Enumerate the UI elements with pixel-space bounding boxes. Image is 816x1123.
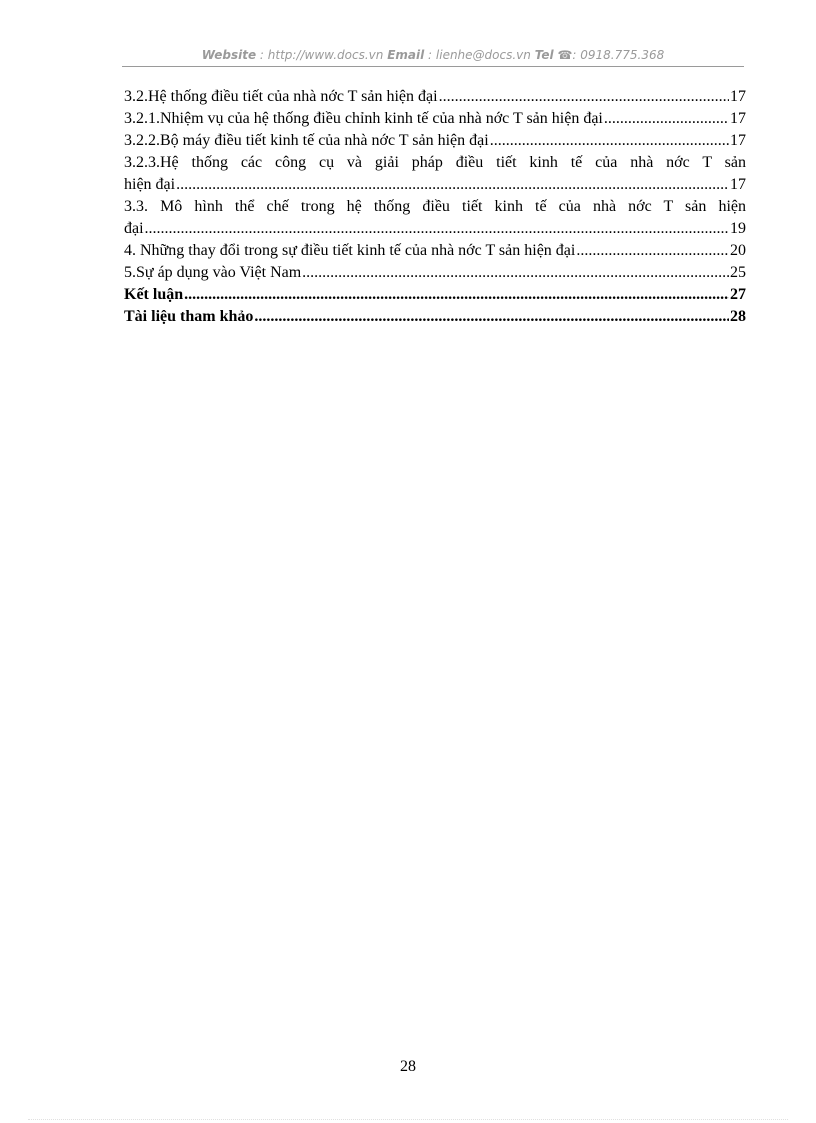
toc-entry: [124, 86, 746, 108]
toc-entry-page: 25: [730, 264, 746, 281]
website-label: Website: [201, 48, 257, 62]
toc-leader: [604, 108, 729, 130]
toc-entry-title-line2: đại: [124, 220, 144, 237]
toc-leader: [184, 284, 729, 306]
toc-entry-page: 28: [730, 308, 746, 325]
toc-entry-line2: [124, 218, 746, 240]
toc-leader: [576, 240, 729, 262]
toc-entry-page: 17: [730, 132, 746, 149]
toc-entry-title: Tài liệu tham khảo: [124, 308, 254, 325]
table-of-contents: [124, 86, 746, 328]
toc-leader: [145, 218, 729, 240]
tel-number: : 0918.775.368: [572, 48, 665, 62]
toc-entry-title: 4. Những thay đổi trong sự điều tiết kinh tế của nhà nớc T sản hiện đại: [124, 242, 576, 259]
toc-entry-page: 20: [730, 242, 746, 259]
toc-entry-page: 19: [730, 220, 746, 237]
toc-entry-title: 3.2.Hệ thống điều tiết của nhà nớc T sản hiện đại: [124, 88, 438, 105]
toc-entry-multiline: [124, 196, 746, 240]
toc-leader: [490, 130, 729, 152]
toc-leader: [302, 262, 729, 284]
toc-entry-page: 27: [730, 286, 746, 303]
toc-entry-title-line2: hiện đại: [124, 176, 176, 193]
page-bottom-divider: [28, 1119, 788, 1120]
header-divider: [122, 66, 744, 67]
toc-entry-title-line1: 3.3. Mô hình thể chế trong hệ thống điều tiết kinh tế của nhà nớc T sản hiện: [124, 198, 746, 215]
website-url: : http://www.docs.vn: [259, 48, 384, 62]
tel-label: Tel: [534, 48, 554, 62]
phone-icon: ☎: [557, 48, 573, 62]
toc-entry-title: 5.Sự áp dụng vào Việt Nam: [124, 264, 302, 281]
toc-entry-page: 17: [730, 176, 746, 193]
page-number: 28: [400, 1058, 416, 1075]
toc-entry-multiline: [124, 152, 746, 196]
toc-entry: [124, 130, 746, 152]
toc-entry-title: 3.2.1.Nhiệm vụ của hệ thống điều chỉnh kinh tế của nhà nớc T sản hiện đại: [124, 110, 603, 127]
toc-entry-line2: [124, 174, 746, 196]
toc-entry-title: Kết luận: [124, 286, 184, 303]
toc-entry: [124, 262, 746, 284]
toc-entry-title: 3.2.2.Bộ máy điều tiết kinh tế của nhà nớc T sản hiện đại: [124, 132, 489, 149]
page-header: [124, 48, 742, 62]
email-label: Email: [387, 48, 425, 62]
email-address: : lienhe@docs.vn: [428, 48, 531, 62]
toc-leader: [176, 174, 729, 196]
toc-entry: [124, 108, 746, 130]
toc-entry: [124, 240, 746, 262]
toc-entry-references: [124, 306, 746, 328]
toc-leader: [254, 306, 729, 328]
toc-entry-page: 17: [730, 88, 746, 105]
toc-entry-page: 17: [730, 110, 746, 127]
toc-leader: [439, 86, 729, 108]
toc-entry-conclusion: [124, 284, 746, 306]
toc-entry-title-line1: 3.2.3.Hệ thống các công cụ và giải pháp điều tiết kinh tế của nhà nớc T sản: [124, 154, 746, 171]
